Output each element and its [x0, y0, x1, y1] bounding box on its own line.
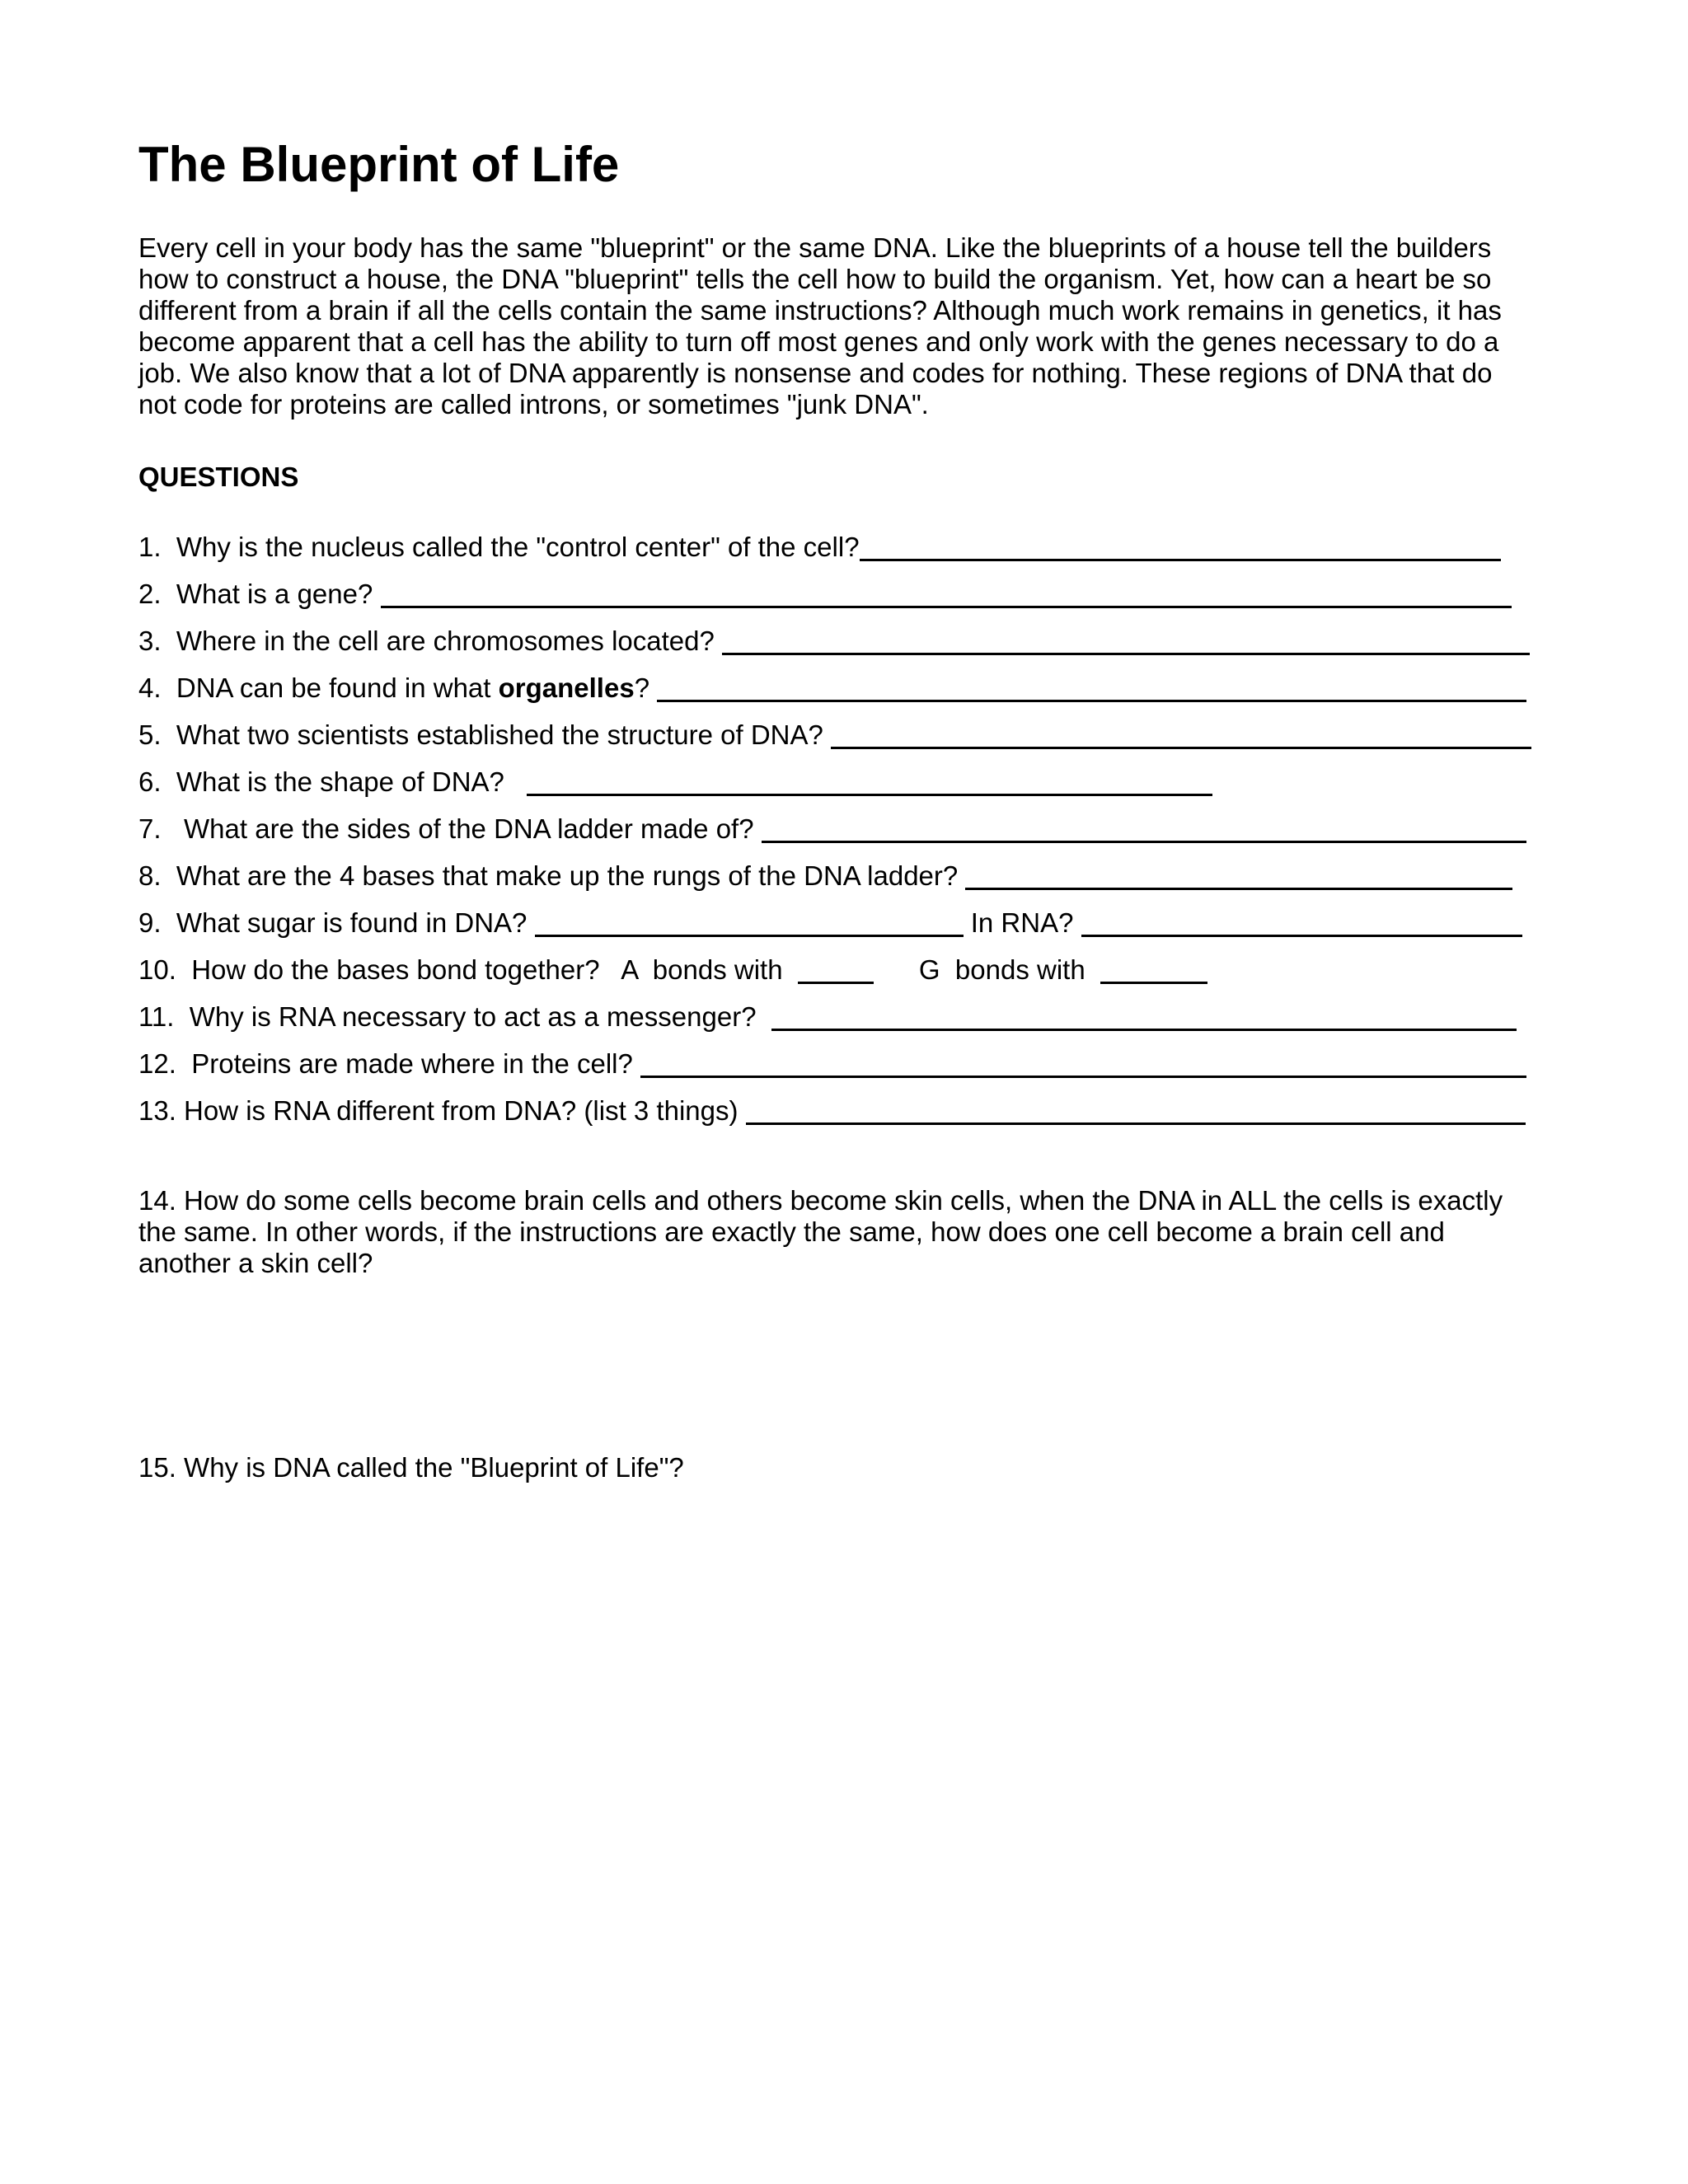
- question-14-line: the same. In other words, if the instructions are exactly the same, how does one cell become a brain cell and: [138, 1216, 1445, 1247]
- question-9-rna-answer-blank[interactable]: [1081, 908, 1522, 937]
- question-14: [138, 1185, 1503, 1279]
- question-4-text-end: ?: [634, 673, 658, 703]
- intro-paragraph: [138, 232, 1540, 420]
- question-15-text: 15. Why is DNA called the "Blueprint of Life"?: [138, 1452, 684, 1483]
- question-4-bold-term: organelles: [498, 673, 635, 703]
- question-5-answer-blank[interactable]: [831, 720, 1531, 749]
- question-10-a-answer-blank[interactable]: [798, 955, 874, 984]
- question-9-rna-text: In RNA?: [963, 907, 1081, 938]
- question-6-answer-blank[interactable]: [527, 767, 1212, 796]
- questions-heading: QUESTIONS: [138, 462, 299, 492]
- question-13: [138, 1094, 1526, 1127]
- question-10-text: 10. How do the bases bond together? A bonds with: [138, 954, 798, 985]
- question-9-dna-answer-blank[interactable]: [535, 908, 964, 937]
- question-14-line: another a skin cell?: [138, 1248, 373, 1278]
- question-12-answer-blank[interactable]: [640, 1049, 1526, 1078]
- question-4: [138, 671, 1526, 704]
- question-8-answer-blank[interactable]: [965, 861, 1512, 890]
- question-1-answer-blank[interactable]: [860, 532, 1501, 561]
- question-5: [138, 718, 1531, 751]
- question-12: [138, 1047, 1526, 1080]
- question-11-answer-blank[interactable]: [771, 1002, 1517, 1031]
- question-7-answer-blank[interactable]: [762, 814, 1526, 843]
- question-9: [138, 906, 1522, 939]
- intro-line: not code for proteins are called introns, or sometimes "junk DNA".: [138, 389, 929, 419]
- question-10-g-text: G bonds with: [873, 954, 1101, 985]
- question-13-answer-blank[interactable]: [746, 1096, 1526, 1125]
- intro-line: how to construct a house, the DNA "blueprint" tells the cell how to build the organism. Yet, how can a heart be so: [138, 264, 1492, 294]
- question-6-text: 6. What is the shape of DNA?: [138, 766, 528, 797]
- question-11: [138, 1000, 1517, 1033]
- question-4-text: 4. DNA can be found in what: [138, 673, 499, 703]
- question-2-answer-blank[interactable]: [381, 579, 1512, 608]
- question-3-text: 3. Where in the cell are chromosomes located?: [138, 626, 723, 656]
- question-8-text: 8. What are the 4 bases that make up the rungs of the DNA ladder?: [138, 860, 966, 891]
- question-7: [138, 812, 1526, 845]
- question-2-text: 2. What is a gene?: [138, 579, 381, 609]
- question-12-text: 12. Proteins are made where in the cell?: [138, 1048, 641, 1079]
- question-7-text: 7. What are the sides of the DNA ladder made of?: [138, 813, 762, 844]
- page-title: The Blueprint of Life: [138, 137, 620, 192]
- question-1-text: 1. Why is the nucleus called the "control center" of the cell?: [138, 532, 860, 562]
- question-9-text: 9. What sugar is found in DNA?: [138, 907, 535, 938]
- question-6: [138, 765, 1212, 798]
- intro-line: become apparent that a cell has the ability to turn off most genes and only work with the genes necessary to do a: [138, 326, 1499, 357]
- question-1: [138, 530, 1501, 563]
- question-4-answer-blank[interactable]: [657, 673, 1526, 702]
- intro-line: job. We also know that a lot of DNA apparently is nonsense and codes for nothing. These regions of DNA that do: [138, 358, 1493, 388]
- intro-line: Every cell in your body has the same "blueprint" or the same DNA. Like the blueprints of a house tell the builders: [138, 232, 1492, 263]
- intro-line: different from a brain if all the cells contain the same instructions? Although much work remains in genetics, it has: [138, 295, 1502, 326]
- question-15: [138, 1452, 684, 1483]
- question-5-text: 5. What two scientists established the structure of DNA?: [138, 719, 832, 750]
- question-13-text: 13. How is RNA different from DNA? (list 3 things): [138, 1095, 746, 1126]
- question-3: [138, 624, 1530, 657]
- question-11-text: 11. Why is RNA necessary to act as a messenger?: [138, 1001, 771, 1032]
- question-8: [138, 859, 1512, 892]
- question-14-line: 14. How do some cells become brain cells and others become skin cells, when the DNA in ALL the cells is exactly: [138, 1185, 1503, 1216]
- question-2: [138, 577, 1512, 610]
- question-3-answer-blank[interactable]: [722, 626, 1530, 655]
- question-10: [138, 953, 1207, 986]
- question-10-g-answer-blank[interactable]: [1100, 955, 1207, 984]
